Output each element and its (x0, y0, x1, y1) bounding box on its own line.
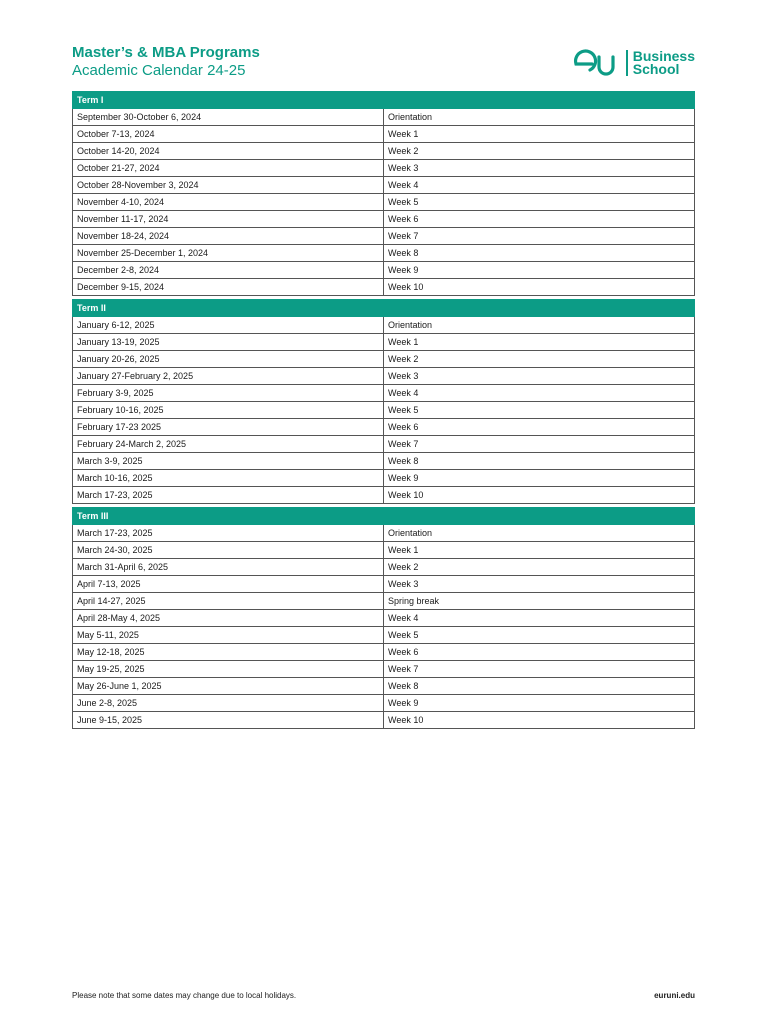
table-row (73, 143, 695, 160)
week-label-cell: Orientation (384, 317, 695, 334)
date-range-cell: November 18-24, 2024 (73, 228, 384, 245)
date-range-cell: June 2-8, 2025 (73, 695, 384, 712)
date-range-cell: January 27-February 2, 2025 (73, 368, 384, 385)
week-label-cell: Week 3 (384, 368, 695, 385)
page-header (72, 44, 695, 84)
date-range-cell: November 11-17, 2024 (73, 211, 384, 228)
date-range-cell: March 24-30, 2025 (73, 542, 384, 559)
table-row (73, 487, 695, 504)
date-range-cell: April 7-13, 2025 (73, 576, 384, 593)
table-row (73, 368, 695, 385)
week-label-cell: Week 9 (384, 470, 695, 487)
table-row (73, 661, 695, 678)
table-row (73, 279, 695, 296)
logo-divider (626, 50, 628, 76)
term-header-label: Term I (73, 92, 695, 109)
table-row (73, 160, 695, 177)
week-label-cell: Week 6 (384, 644, 695, 661)
table-row (73, 542, 695, 559)
term-header-ii (73, 300, 695, 317)
table-row (73, 194, 695, 211)
table-row (73, 525, 695, 542)
date-range-cell: January 6-12, 2025 (73, 317, 384, 334)
date-range-cell: May 5-11, 2025 (73, 627, 384, 644)
week-label-cell: Week 4 (384, 385, 695, 402)
date-range-cell: September 30-October 6, 2024 (73, 109, 384, 126)
week-label-cell: Week 10 (384, 487, 695, 504)
table-row (73, 644, 695, 661)
table-row (73, 317, 695, 334)
table-row (73, 228, 695, 245)
table-row (73, 559, 695, 576)
week-label-cell: Week 4 (384, 177, 695, 194)
date-range-cell: January 13-19, 2025 (73, 334, 384, 351)
table-row (73, 453, 695, 470)
week-label-cell: Week 8 (384, 245, 695, 262)
table-row (73, 419, 695, 436)
date-range-cell: October 14-20, 2024 (73, 143, 384, 160)
week-label-cell: Week 6 (384, 419, 695, 436)
week-label-cell: Week 3 (384, 160, 695, 177)
table-row (73, 576, 695, 593)
term-header-iii (73, 508, 695, 525)
date-range-cell: April 28-May 4, 2025 (73, 610, 384, 627)
date-range-cell: February 10-16, 2025 (73, 402, 384, 419)
footer-url-link[interactable]: euruni.edu (654, 991, 695, 1000)
week-label-cell: Week 9 (384, 262, 695, 279)
table-row (73, 593, 695, 610)
week-label-cell: Week 4 (384, 610, 695, 627)
date-range-cell: February 17-23 2025 (73, 419, 384, 436)
calendar-table (72, 91, 695, 729)
date-range-cell: October 7-13, 2024 (73, 126, 384, 143)
date-range-cell: June 9-15, 2025 (73, 712, 384, 729)
academic-calendar-table (72, 91, 695, 729)
table-row (73, 712, 695, 729)
logo-text-business: Business (632, 48, 695, 64)
table-row (73, 351, 695, 368)
table-row (73, 109, 695, 126)
week-label-cell: Week 7 (384, 436, 695, 453)
calendar-table-body (73, 92, 695, 729)
week-label-cell: Week 8 (384, 453, 695, 470)
week-label-cell: Week 2 (384, 351, 695, 368)
date-range-cell: March 17-23, 2025 (73, 525, 384, 542)
week-label-cell: Week 6 (384, 211, 695, 228)
term-header-i (73, 92, 695, 109)
table-row (73, 610, 695, 627)
date-range-cell: March 31-April 6, 2025 (73, 559, 384, 576)
term-header-label: Term II (73, 300, 695, 317)
table-row (73, 262, 695, 279)
week-label-cell: Week 9 (384, 695, 695, 712)
table-row (73, 436, 695, 453)
date-range-cell: January 20-26, 2025 (73, 351, 384, 368)
week-label-cell: Week 3 (384, 576, 695, 593)
table-row (73, 402, 695, 419)
week-label-cell: Week 5 (384, 194, 695, 211)
date-range-cell: March 3-9, 2025 (73, 453, 384, 470)
eu-logo-icon (572, 48, 622, 78)
logo-text-school: School (632, 61, 680, 77)
date-range-cell: February 3-9, 2025 (73, 385, 384, 402)
date-range-cell: May 12-18, 2025 (73, 644, 384, 661)
table-row (73, 177, 695, 194)
date-range-cell: December 9-15, 2024 (73, 279, 384, 296)
page-subtitle: Academic Calendar 24-25 (72, 62, 246, 79)
date-range-cell: February 24-March 2, 2025 (73, 436, 384, 453)
week-label-cell: Week 2 (384, 559, 695, 576)
term-header-label: Term III (73, 508, 695, 525)
table-row (73, 627, 695, 644)
table-row (73, 695, 695, 712)
week-label-cell: Orientation (384, 109, 695, 126)
week-label-cell: Week 8 (384, 678, 695, 695)
date-range-cell: November 25-December 1, 2024 (73, 245, 384, 262)
date-range-cell: December 2-8, 2024 (73, 262, 384, 279)
page-title: Master’s & MBA Programs (72, 44, 260, 61)
week-label-cell: Week 10 (384, 712, 695, 729)
logo-text (633, 50, 695, 76)
week-label-cell: Week 7 (384, 661, 695, 678)
table-row (73, 211, 695, 228)
date-range-cell: March 17-23, 2025 (73, 487, 384, 504)
date-range-cell: May 19-25, 2025 (73, 661, 384, 678)
week-label-cell: Week 2 (384, 143, 695, 160)
date-range-cell: October 21-27, 2024 (73, 160, 384, 177)
table-row (73, 470, 695, 487)
week-label-cell: Week 5 (384, 402, 695, 419)
week-label-cell: Spring break (384, 593, 695, 610)
table-row (73, 245, 695, 262)
date-range-cell: March 10-16, 2025 (73, 470, 384, 487)
table-row (73, 126, 695, 143)
table-row (73, 678, 695, 695)
table-row (73, 385, 695, 402)
footer-note: Please note that some dates may change due to local holidays. (72, 991, 297, 1000)
week-label-cell: Week 1 (384, 334, 695, 351)
eu-business-school-logo[interactable] (572, 48, 695, 78)
week-label-cell: Week 10 (384, 279, 695, 296)
week-label-cell: Week 5 (384, 627, 695, 644)
date-range-cell: May 26-June 1, 2025 (73, 678, 384, 695)
date-range-cell: April 14-27, 2025 (73, 593, 384, 610)
week-label-cell: Week 1 (384, 126, 695, 143)
date-range-cell: November 4-10, 2024 (73, 194, 384, 211)
week-label-cell: Week 1 (384, 542, 695, 559)
date-range-cell: October 28-November 3, 2024 (73, 177, 384, 194)
week-label-cell: Orientation (384, 525, 695, 542)
week-label-cell: Week 7 (384, 228, 695, 245)
table-row (73, 334, 695, 351)
